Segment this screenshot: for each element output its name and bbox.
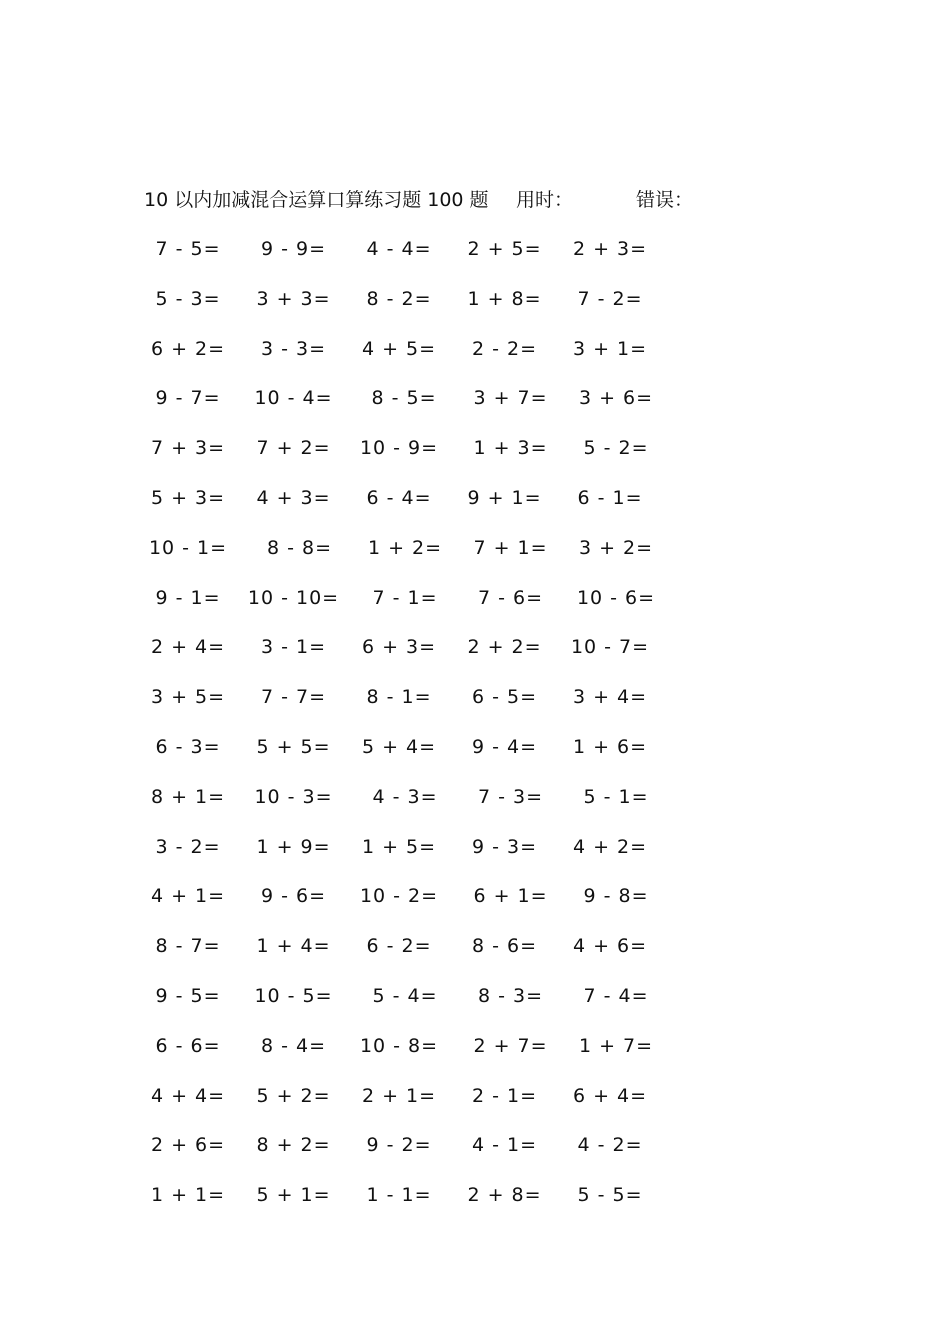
problem-cell: 8 - 4= bbox=[260, 1034, 327, 1057]
problem-row bbox=[138, 1031, 698, 1081]
problem-cell: 6 + 4= bbox=[572, 1084, 648, 1107]
problem-cell: 3 - 1= bbox=[260, 636, 327, 659]
problem-cell: 5 + 3= bbox=[150, 486, 226, 509]
problem-cell: 4 - 1= bbox=[471, 1134, 538, 1157]
problem-cell: 6 - 6= bbox=[155, 1034, 221, 1057]
problem-cell: 8 - 3= bbox=[477, 984, 544, 1007]
problem-cell: 3 + 7= bbox=[473, 387, 548, 410]
problem-cell: 2 + 8= bbox=[467, 1184, 542, 1207]
problem-cell: 7 - 5= bbox=[155, 238, 221, 260]
problem-cell: 7 + 3= bbox=[150, 437, 226, 460]
problem-cell: 4 + 6= bbox=[572, 935, 648, 958]
problem-cell: 8 + 1= bbox=[150, 785, 226, 808]
problem-cell: 10 - 3= bbox=[254, 785, 333, 808]
problem-cell: 10 - 7= bbox=[570, 636, 650, 659]
problem-row bbox=[138, 632, 698, 682]
problem-cell: 7 - 7= bbox=[260, 686, 327, 709]
problem-row bbox=[138, 931, 698, 981]
problem-cell: 5 + 1= bbox=[256, 1184, 331, 1207]
problem-cell: 6 - 1= bbox=[577, 486, 643, 509]
problem-cell: 6 - 5= bbox=[471, 686, 538, 709]
problem-row bbox=[138, 284, 698, 334]
problem-row bbox=[138, 533, 698, 583]
problem-row bbox=[138, 782, 698, 832]
problem-cell: 10 - 9= bbox=[359, 437, 439, 460]
problem-cell: 3 + 5= bbox=[150, 686, 226, 709]
problem-cell: 2 - 2= bbox=[471, 337, 538, 360]
problem-cell: 9 - 8= bbox=[583, 885, 649, 908]
problem-row bbox=[138, 881, 698, 931]
problem-cell: 8 + 2= bbox=[256, 1134, 331, 1157]
problem-cell: 2 + 3= bbox=[572, 238, 648, 260]
problem-cell: 4 + 3= bbox=[256, 486, 331, 509]
problem-cell: 5 - 3= bbox=[155, 287, 221, 310]
problem-cell: 7 - 1= bbox=[372, 586, 438, 609]
problem-cell: 10 - 2= bbox=[359, 885, 439, 908]
problem-cell: 7 - 2= bbox=[577, 287, 643, 310]
problem-cell: 2 + 2= bbox=[467, 636, 542, 659]
problem-cell: 3 - 3= bbox=[260, 337, 327, 360]
problem-cell: 3 + 2= bbox=[578, 536, 654, 559]
problem-cell: 2 + 7= bbox=[473, 1034, 548, 1057]
problem-cell: 7 - 4= bbox=[583, 984, 649, 1007]
problem-cell: 5 - 4= bbox=[372, 984, 438, 1007]
problem-cell: 10 - 6= bbox=[576, 586, 656, 609]
problem-row bbox=[138, 334, 698, 384]
problem-cell: 10 - 5= bbox=[254, 984, 333, 1007]
problem-cell: 9 - 2= bbox=[366, 1134, 432, 1157]
error-label: 错误： bbox=[636, 189, 694, 211]
problem-cell: 6 + 3= bbox=[361, 636, 437, 659]
problem-cell: 5 + 4= bbox=[361, 735, 437, 758]
problem-cell: 4 - 2= bbox=[577, 1134, 643, 1157]
problem-cell: 10 - 10= bbox=[247, 586, 340, 609]
problem-cell: 4 + 2= bbox=[572, 835, 648, 858]
problem-cell: 4 + 1= bbox=[150, 885, 226, 908]
problem-cell: 6 - 4= bbox=[366, 486, 432, 509]
problem-cell: 6 - 3= bbox=[155, 735, 221, 758]
problem-cell: 5 - 5= bbox=[577, 1184, 643, 1207]
problem-cell: 8 - 8= bbox=[266, 536, 333, 559]
problem-cell: 1 + 1= bbox=[150, 1184, 226, 1207]
problem-row bbox=[138, 1130, 698, 1180]
problem-row bbox=[138, 383, 698, 433]
problem-row bbox=[138, 433, 698, 483]
problem-cell: 1 + 2= bbox=[367, 536, 443, 559]
problem-cell: 5 - 2= bbox=[583, 437, 649, 460]
problem-cell: 2 + 1= bbox=[361, 1084, 437, 1107]
problem-cell: 2 + 5= bbox=[467, 238, 542, 260]
problem-row bbox=[138, 234, 698, 284]
problem-cell: 3 + 4= bbox=[572, 686, 648, 709]
problem-cell: 5 + 2= bbox=[256, 1084, 331, 1107]
problem-cell: 5 - 1= bbox=[583, 785, 649, 808]
problem-cell: 6 - 2= bbox=[366, 935, 432, 958]
problem-cell: 3 + 3= bbox=[256, 287, 331, 310]
problem-row bbox=[138, 1081, 698, 1131]
problem-cell: 9 - 9= bbox=[260, 238, 327, 260]
problem-cell: 7 - 3= bbox=[477, 785, 544, 808]
problem-row bbox=[138, 732, 698, 782]
problem-row bbox=[138, 1180, 698, 1230]
problem-cell: 3 + 6= bbox=[578, 387, 654, 410]
problem-cell: 2 + 6= bbox=[150, 1134, 226, 1157]
problem-cell: 10 - 4= bbox=[254, 387, 333, 410]
problem-cell: 5 + 5= bbox=[256, 735, 331, 758]
problem-cell: 8 - 2= bbox=[366, 287, 432, 310]
problem-cell: 1 + 9= bbox=[256, 835, 331, 858]
problem-row bbox=[138, 981, 698, 1031]
problem-cell: 8 - 5= bbox=[371, 387, 437, 410]
problem-row bbox=[138, 832, 698, 882]
problem-cell: 3 - 2= bbox=[155, 835, 221, 858]
problem-grid bbox=[138, 234, 698, 1230]
problem-cell: 10 - 1= bbox=[148, 536, 228, 559]
problem-cell: 1 + 7= bbox=[578, 1034, 654, 1057]
problem-cell: 9 - 3= bbox=[471, 835, 538, 858]
problem-cell: 6 + 2= bbox=[150, 337, 226, 360]
problem-cell: 7 - 6= bbox=[477, 586, 544, 609]
problem-row bbox=[138, 583, 698, 633]
problem-cell: 8 - 7= bbox=[155, 935, 221, 958]
problem-cell: 4 - 4= bbox=[366, 238, 432, 260]
problem-cell: 4 + 4= bbox=[150, 1084, 226, 1107]
problem-cell: 2 - 1= bbox=[471, 1084, 538, 1107]
problem-row bbox=[138, 483, 698, 533]
problem-cell: 10 - 8= bbox=[359, 1034, 439, 1057]
time-label: 用时： bbox=[516, 189, 574, 211]
problem-row bbox=[138, 682, 698, 732]
problem-cell: 9 - 6= bbox=[260, 885, 327, 908]
problem-cell: 1 + 4= bbox=[256, 935, 331, 958]
problem-cell: 6 + 1= bbox=[473, 885, 548, 908]
problem-cell: 9 - 4= bbox=[471, 735, 538, 758]
problem-cell: 8 - 6= bbox=[471, 935, 538, 958]
problem-cell: 1 + 3= bbox=[473, 437, 548, 460]
problem-cell: 4 - 3= bbox=[372, 785, 438, 808]
problem-cell: 7 + 2= bbox=[256, 437, 331, 460]
worksheet-title: 10 以内加减混合运算口算练习题 100 题 bbox=[144, 189, 489, 211]
problem-cell: 3 + 1= bbox=[572, 337, 648, 360]
problem-cell: 2 + 4= bbox=[150, 636, 226, 659]
problem-cell: 1 + 8= bbox=[467, 287, 542, 310]
problem-cell: 9 - 5= bbox=[155, 984, 221, 1007]
problem-cell: 9 - 1= bbox=[155, 586, 221, 609]
problem-cell: 1 + 5= bbox=[361, 835, 437, 858]
problem-cell: 7 + 1= bbox=[473, 536, 548, 559]
problem-cell: 9 + 1= bbox=[467, 486, 542, 509]
problem-cell: 8 - 1= bbox=[366, 686, 432, 709]
problem-cell: 4 + 5= bbox=[361, 337, 437, 360]
problem-cell: 1 - 1= bbox=[366, 1184, 432, 1207]
problem-cell: 9 - 7= bbox=[155, 387, 221, 410]
problem-cell: 1 + 6= bbox=[572, 735, 648, 758]
